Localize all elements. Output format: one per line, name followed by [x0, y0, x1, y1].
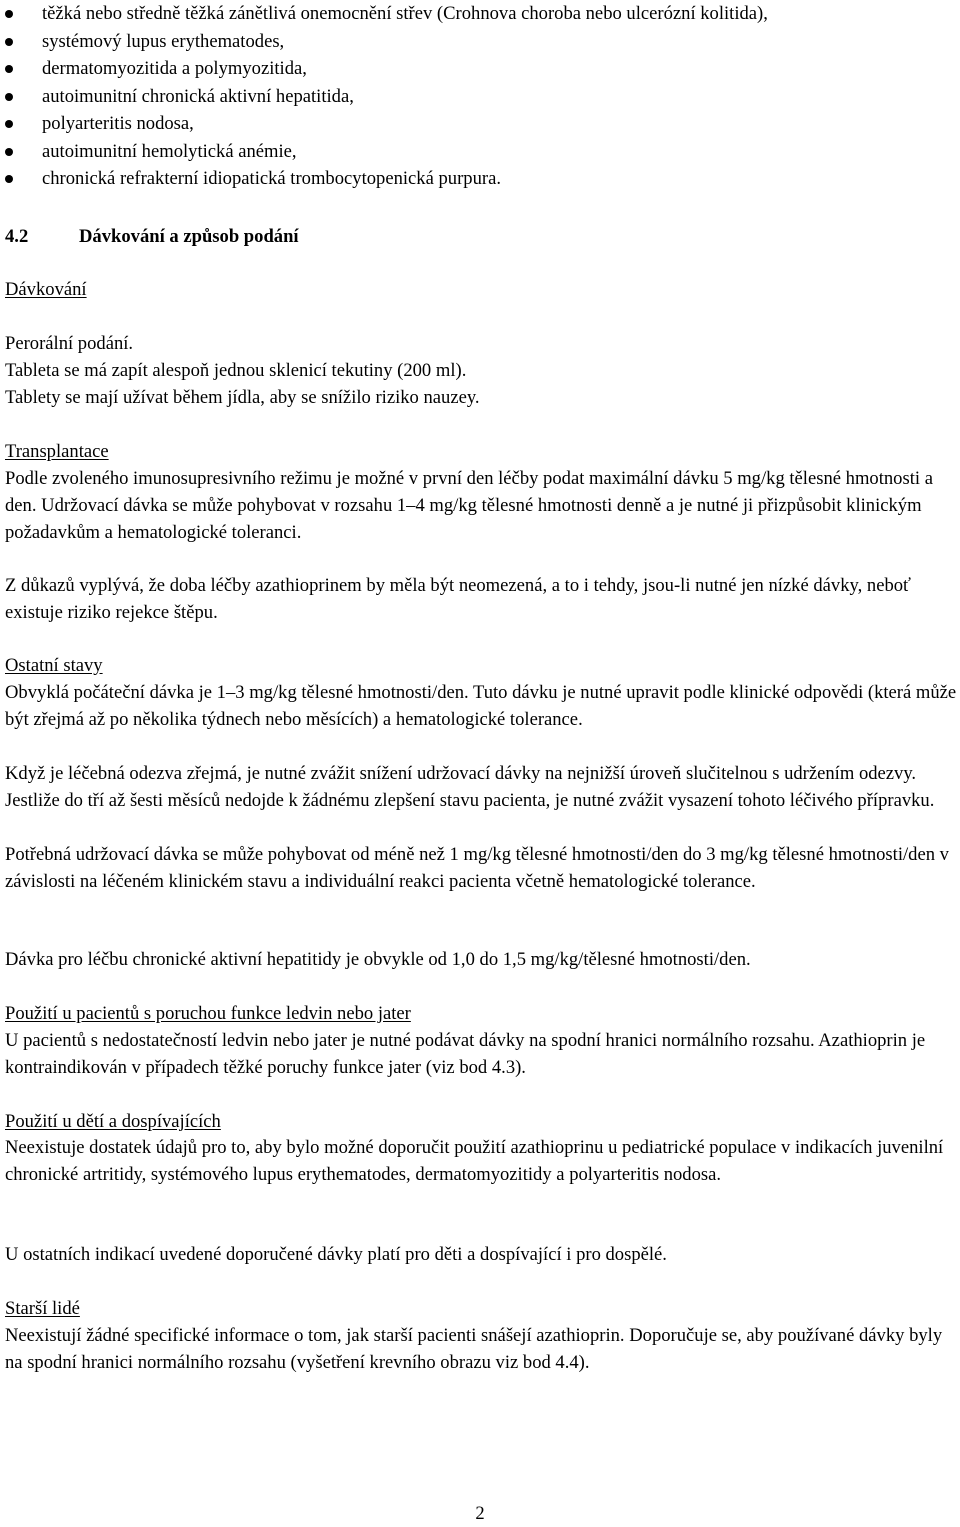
dosage-heading: Dávkování: [5, 279, 87, 300]
list-item: polyarteritis nodosa,: [0, 110, 960, 138]
transplant-heading: Transplantace: [5, 441, 109, 462]
pediatric-paragraph: Neexistuje dostatek údajů pro to, aby bylo možné doporučit použití azathioprinu u pediatrické populace v indikacích juvenilní chronické artritidy, systémového lupus erythematodes, dermatomyozitidy a polyarteritis nodosa.: [5, 1137, 944, 1185]
pediatric-heading: Použití u dětí a dospívajících: [5, 1111, 221, 1132]
renal-hepatic-heading: Použití u pacientů s poruchou funkce ledvin nebo jater: [5, 1003, 411, 1024]
list-item: těžká nebo středně těžká zánětlivá onemocnění střev (Crohnova choroba nebo ulcerózní kolitida),: [0, 0, 960, 28]
elderly-heading: Starší lidé: [5, 1298, 80, 1319]
dosage-line: Tableta se má zapít alespoň jednou sklenicí tekutiny (200 ml).: [5, 360, 467, 381]
list-item: chronická refrakterní idiopatická trombocytopenická purpura.: [0, 165, 960, 193]
bullet-icon: [5, 65, 13, 73]
bullet-icon: [5, 120, 13, 128]
list-item: dermatomyozitida a polymyozitida,: [0, 55, 960, 83]
bullet-icon: [5, 148, 13, 156]
transplant-duration-paragraph: Z důkazů vyplývá, že doba léčby azathioprinem by měla být neomezená, a to i tehdy, jsou-li nutné jen nízké dávky, neboť existuje riziko rejekce štěpu.: [5, 575, 911, 623]
list-item: systémový lupus erythematodes,: [0, 28, 960, 56]
dosage-line: Tablety se mají užívat během jídla, aby se snížilo riziko nauzey.: [5, 387, 480, 408]
list-item: autoimunitní hemolytická anémie,: [0, 138, 960, 166]
bullet-icon: [5, 10, 13, 18]
other-conditions-paragraph-2: Když je léčebná odezva zřejmá, je nutné zvážit snížení udržovací dávky na nejnižší úroveň slučitelnou s udržením odezvy. Jestliže do tří až šesti měsíců nedojde k žádnému zlepšení stavu pacienta, je nutné zvážit vysazení tohoto léčivého přípravku.: [5, 763, 935, 811]
section-number: 4.2: [5, 226, 29, 247]
list-item: autoimunitní chronická aktivní hepatitida,: [0, 83, 960, 111]
other-conditions-paragraph-1: Obvyklá počáteční dávka je 1–3 mg/kg tělesné hmotnosti/den. Tuto dávku je nutné upravit podle klinické odpovědi (která může být zřejmá až po několika týdnech nebo měsících) a hematologické tolerance.: [5, 682, 957, 730]
page-number: 2: [475, 1503, 485, 1524]
transplant-paragraph: Podle zvoleného imunosupresivního režimu je možné v první den léčby podat maximální dávku 5 mg/kg tělesné hmotnosti a den. Udržovací dávka se může pohybovat v rozsahu 1–4 mg/kg tělesné hmotnosti denně a je nutné ji přizpůsobit klinickým požadavkům a hematologické toleranci.: [5, 468, 933, 543]
indication-list: [0, 0, 960, 193]
dosage-line: Perorální podání.: [5, 333, 134, 354]
pediatric-dose-paragraph: U ostatních indikací uvedené doporučené dávky platí pro děti a dospívající i pro dospělé.: [5, 1244, 667, 1265]
renal-hepatic-paragraph: U pacientů s nedostatečností ledvin nebo jater je nutné podávat dávky na spodní hranici normálního rozsahu. Azathioprin je kontraindikován v případech těžké poruchy funkce jater (viz bod 4.3).: [5, 1030, 926, 1078]
bullet-icon: [5, 175, 13, 183]
bullet-icon: [5, 38, 13, 46]
dosage-text: [5, 330, 960, 411]
other-conditions-paragraph-3: Potřebná udržovací dávka se může pohybovat od méně než 1 mg/kg tělesné hmotnosti/den do 3 mg/kg tělesné hmotnosti/den v závislosti na léčeném klinickém stavu a individuální reakci pacienta včetně hematologické tolerance.: [5, 844, 949, 892]
section-heading: [5, 223, 960, 250]
bullet-icon: [5, 93, 13, 101]
other-conditions-heading: Ostatní stavy: [5, 655, 103, 676]
elderly-paragraph: Neexistují žádné specifické informace o tom, jak starší pacienti snášejí azathioprin. Doporučuje se, aby používané dávky byly na spodní hranici normálního rozsahu (vyšetření krevního obrazu viz bod 4.4).: [5, 1325, 943, 1373]
hepatitis-dose-paragraph: Dávka pro léčbu chronické aktivní hepatitidy je obvykle od 1,0 do 1,5 mg/kg/tělesné hmotnosti/den.: [5, 949, 751, 970]
section-title: Dávkování a způsob podání: [79, 226, 299, 247]
